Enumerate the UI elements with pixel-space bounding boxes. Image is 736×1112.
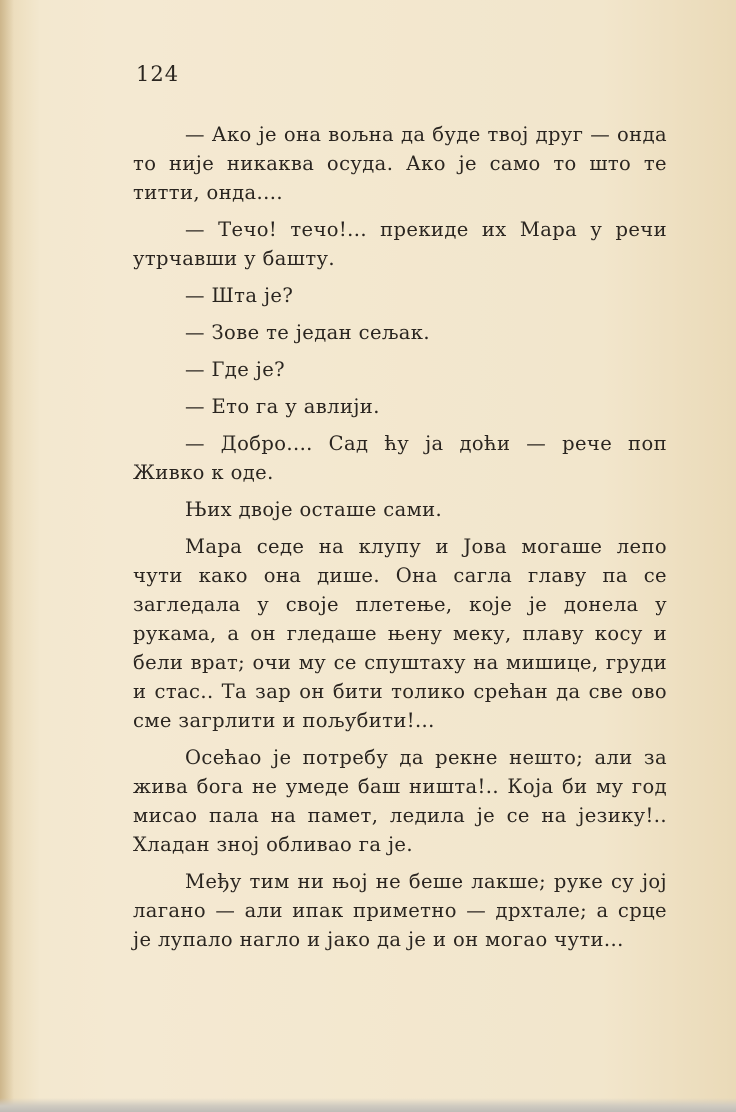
- paragraph: Међу тим ни њој не беше лакше; руке су јој лагано — али ипак приметно — дрхтале; а срце је лупало нагло и јако да је и он могао чути...: [133, 870, 667, 951]
- paragraph: — Добро.... Сад ћу ја доћи — рече поп Живко к оде.: [133, 432, 667, 484]
- paragraph: — Ако је она вољна да буде твој друг — онда то није никаква осуда. Ако је само то што те титти, онда....: [133, 123, 667, 204]
- page-bottom-edge: [0, 1098, 736, 1112]
- paragraph: Њих двоје осташе сами.: [185, 498, 443, 521]
- paragraph: Осећао је потребу да рекне нешто; али за жива бога не умеде баш ништа!.. Која би му год мисао пала на памет, ледила је се на језику!.. Хладан зној обливао га је.: [133, 746, 667, 856]
- page-spine-shadow: [0, 0, 14, 1112]
- page-number: 124: [136, 62, 180, 86]
- paragraph: Мара седе на клупу и Јова могаше лепо чути како она дише. Она сагла главу па се загледала у своје плетење, које је донела у рукама, а он гледаше њену меку, плаву косу и бели врат; очи му се спуштаху на мишице, груди и стас.. Та зар он бити толико срећан да све ово сме загрлити и пољубити!...: [133, 535, 667, 732]
- paragraph: — Зове те један сељак.: [185, 321, 430, 344]
- page-body-text: [133, 120, 667, 962]
- paragraph: — Ето га у авлији.: [185, 395, 380, 418]
- paragraph: — Шта је?: [185, 284, 294, 307]
- paragraph: — Течо! течо!... прекиде их Мара у речи утрчавши у башту.: [133, 218, 667, 270]
- paragraph: — Где је?: [185, 358, 285, 381]
